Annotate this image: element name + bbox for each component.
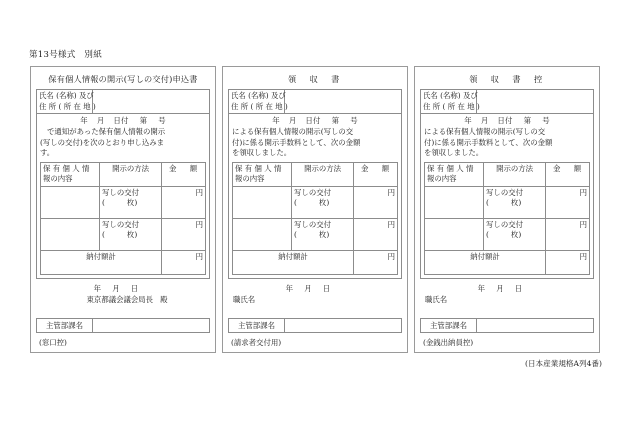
table-header-row: [425, 162, 590, 186]
table-row: [425, 186, 590, 218]
addressee-line: [38, 294, 208, 305]
department-label: 主管部課名: [229, 319, 285, 332]
table-row: [233, 218, 398, 250]
name-address-label-line1: 氏名 (名称) 及び: [231, 91, 286, 100]
sig-month: 月: [112, 283, 120, 293]
name-address-input-application[interactable]: [93, 90, 209, 113]
department-label: 主管部課名: [421, 319, 477, 332]
department-box-receipt: [228, 318, 402, 333]
addressee-name: 東京都議会議会局長: [86, 294, 154, 304]
header-content-line2: 報の内容: [43, 174, 73, 184]
date-year: 年: [272, 116, 280, 126]
sig-year: 年: [93, 283, 102, 293]
signature-area-receipt-copy: [420, 279, 594, 307]
department-box-application: [36, 318, 210, 333]
sheet-count-row1[interactable]: ( 枚): [294, 198, 330, 208]
total-label: 納付額計: [41, 250, 162, 274]
name-address-label-line1: 氏名 (名称) 及び: [423, 91, 478, 100]
statement-line-3: を領収しました。: [424, 148, 484, 158]
department-input-receipt[interactable]: [285, 319, 401, 332]
date-month: 月: [480, 116, 489, 126]
panel-title-application: 保有個人情報の開示(写しの交付)申込書: [48, 74, 198, 84]
name-address-label-line1: 氏名 (名称) 及び: [39, 91, 94, 100]
content-input-row2[interactable]: [425, 218, 484, 250]
amount-input-row2[interactable]: 円: [546, 218, 590, 250]
table-row: [233, 186, 398, 218]
panel-receipt-copy: [414, 66, 600, 353]
signature-date-line-application[interactable]: [38, 283, 208, 294]
signature-area-receipt: [228, 279, 402, 307]
panel-footnote-application: (窓口控): [39, 338, 67, 347]
sig-day: 日: [322, 283, 331, 293]
notification-date-line-receipt-copy: [424, 116, 590, 127]
header-amount: 金 額: [354, 162, 398, 186]
name-address-input-receipt[interactable]: [285, 90, 401, 113]
header-disclosure-method: 開示の方法: [100, 162, 162, 186]
statement-block-application: [36, 113, 210, 279]
header-information-content: [233, 162, 292, 186]
header-content-line1: 保 有 個 人 情: [427, 163, 474, 173]
sheet-count-row1[interactable]: ( 枚): [486, 198, 522, 208]
sig-year: 年: [477, 283, 486, 293]
content-input-row1[interactable]: [41, 186, 100, 218]
sheet-count-row2[interactable]: ( 枚): [102, 230, 138, 240]
name-address-box-receipt-copy: [420, 89, 594, 113]
statement-line-2: (写しの交付)を次のとおり申し込みま: [40, 137, 165, 147]
method-cell-row2: [292, 218, 354, 250]
name-address-box-application: [36, 89, 210, 113]
statement-block-receipt-copy: [420, 113, 594, 279]
header-information-content: [425, 162, 484, 186]
name-address-label: [37, 90, 96, 113]
sheet-count-row2[interactable]: ( 枚): [294, 230, 330, 240]
sig-month: 月: [304, 283, 312, 293]
amount-input-row2[interactable]: 円: [162, 218, 206, 250]
method-label-row1: 写しの交付: [102, 187, 139, 197]
officer-name-label: 職氏名: [425, 294, 448, 304]
statement-line-2: 付)に係る開示手数料として、次の金額: [424, 137, 553, 147]
date-no-suffix: 号: [158, 116, 166, 126]
sheet-count-row2[interactable]: ( 枚): [486, 230, 522, 240]
date-day: 日付: [497, 116, 513, 126]
fee-table-receipt-copy: [424, 162, 590, 275]
sheet-count-row1[interactable]: ( 枚): [102, 198, 138, 208]
header-content-line2: 報の内容: [235, 174, 265, 184]
header-disclosure-method: 開示の方法: [484, 162, 546, 186]
panel-title-receipt: 領 収 書: [288, 74, 342, 84]
total-amount-input[interactable]: 円: [354, 250, 398, 274]
table-header-row: [41, 162, 206, 186]
header-content-line1: 保 有 個 人 情: [43, 163, 90, 173]
method-cell-row1: [100, 186, 162, 218]
date-year: 年: [80, 116, 88, 126]
amount-input-row1[interactable]: 円: [354, 186, 398, 218]
notification-date-line-application: [40, 116, 206, 127]
officer-name-label: 職氏名: [233, 294, 256, 304]
method-cell-row1: [292, 186, 354, 218]
fee-table-receipt: [232, 162, 398, 275]
date-no-prefix: 第: [523, 116, 532, 126]
statement-block-receipt: [228, 113, 402, 279]
method-label-row2: 写しの交付: [486, 219, 523, 229]
method-label-row2: 写しの交付: [294, 219, 331, 229]
name-address-label-line2: 住 所 ( 所 在 地 ): [423, 101, 480, 111]
sig-day: 日: [514, 283, 523, 293]
method-label-row1: 写しの交付: [294, 187, 331, 197]
amount-input-row1[interactable]: 円: [162, 186, 206, 218]
statement-line-3: す。: [40, 148, 55, 158]
name-address-label-line2: 住 所 ( 所 在 地 ): [231, 101, 288, 111]
panel-title-receipt-copy: 領 収 書 控: [469, 74, 545, 84]
signature-date-line-receipt-copy[interactable]: [422, 283, 592, 294]
amount-input-row2[interactable]: 円: [354, 218, 398, 250]
amount-input-row1[interactable]: 円: [546, 186, 590, 218]
department-input-application[interactable]: [93, 319, 209, 332]
name-address-label: [229, 90, 288, 113]
total-amount-input[interactable]: 円: [546, 250, 590, 274]
date-day: 日付: [305, 116, 321, 126]
total-amount-input[interactable]: 円: [162, 250, 206, 274]
paper-size-note: (日本産業規格A列4番): [525, 359, 602, 368]
date-month: 月: [288, 116, 297, 126]
method-cell-row1: [484, 186, 546, 218]
statement-line-3: を領収しました。: [232, 148, 292, 158]
header-disclosure-method: 開示の方法: [292, 162, 354, 186]
date-month: 月: [96, 116, 105, 126]
date-day: 日付: [113, 116, 129, 126]
form-panels-container: [30, 66, 600, 353]
total-label: 納付額計: [233, 250, 354, 274]
table-row: [41, 186, 206, 218]
name-address-label: [421, 90, 480, 113]
name-address-box-receipt: [228, 89, 402, 113]
total-label: 納付額計: [425, 250, 546, 274]
fee-table-application: [40, 162, 206, 275]
header-content-line2: 報の内容: [427, 174, 457, 184]
addressee-honorific: 殿: [160, 294, 168, 304]
name-address-input-receipt-copy[interactable]: [477, 90, 593, 113]
signature-date-line-receipt[interactable]: [230, 283, 400, 294]
table-total-row: [425, 250, 590, 274]
statement-line-2: 付)に係る開示手数料として、次の金額: [232, 137, 361, 147]
department-input-receipt-copy[interactable]: [477, 319, 593, 332]
form-number-heading: 第13号様式 別紙: [29, 50, 103, 60]
date-no-prefix: 第: [331, 116, 340, 126]
signature-area-application: [36, 279, 210, 307]
panel-footnote-receipt-copy: (金銭出納員控): [423, 338, 474, 347]
date-no-suffix: 号: [350, 116, 358, 126]
content-input-row1[interactable]: [425, 186, 484, 218]
table-header-row: [233, 162, 398, 186]
method-label-row2: 写しの交付: [102, 219, 139, 229]
panel-application: [30, 66, 216, 353]
table-total-row: [233, 250, 398, 274]
panel-footnote-receipt: (請求者交付用): [231, 338, 282, 347]
date-year: 年: [464, 116, 472, 126]
department-label: 主管部課名: [37, 319, 93, 332]
method-label-row1: 写しの交付: [486, 187, 523, 197]
content-input-row2[interactable]: [233, 218, 292, 250]
date-no-prefix: 第: [139, 116, 148, 126]
header-information-content: [41, 162, 100, 186]
table-row: [41, 218, 206, 250]
sig-year: 年: [285, 283, 294, 293]
content-input-row1[interactable]: [233, 186, 292, 218]
name-address-label-line2: 住 所 ( 所 在 地 ): [39, 101, 96, 111]
notification-date-line-receipt: [232, 116, 398, 127]
method-cell-row2: [100, 218, 162, 250]
department-box-receipt-copy: [420, 318, 594, 333]
content-input-row2[interactable]: [41, 218, 100, 250]
header-amount: 金 額: [162, 162, 206, 186]
sig-day: 日: [130, 283, 139, 293]
header-amount: 金 額: [546, 162, 590, 186]
statement-line-1: で通知があった保有個人情報の開示: [47, 126, 166, 136]
date-no-suffix: 号: [542, 116, 550, 126]
table-row: [425, 218, 590, 250]
panel-receipt: [222, 66, 408, 353]
sig-month: 月: [496, 283, 504, 293]
statement-line-1: による保有個人情報の開示(写しの交: [424, 126, 546, 136]
header-content-line1: 保 有 個 人 情: [235, 163, 282, 173]
table-total-row: [41, 250, 206, 274]
method-cell-row2: [484, 218, 546, 250]
statement-line-1: による保有個人情報の開示(写しの交: [232, 126, 354, 136]
